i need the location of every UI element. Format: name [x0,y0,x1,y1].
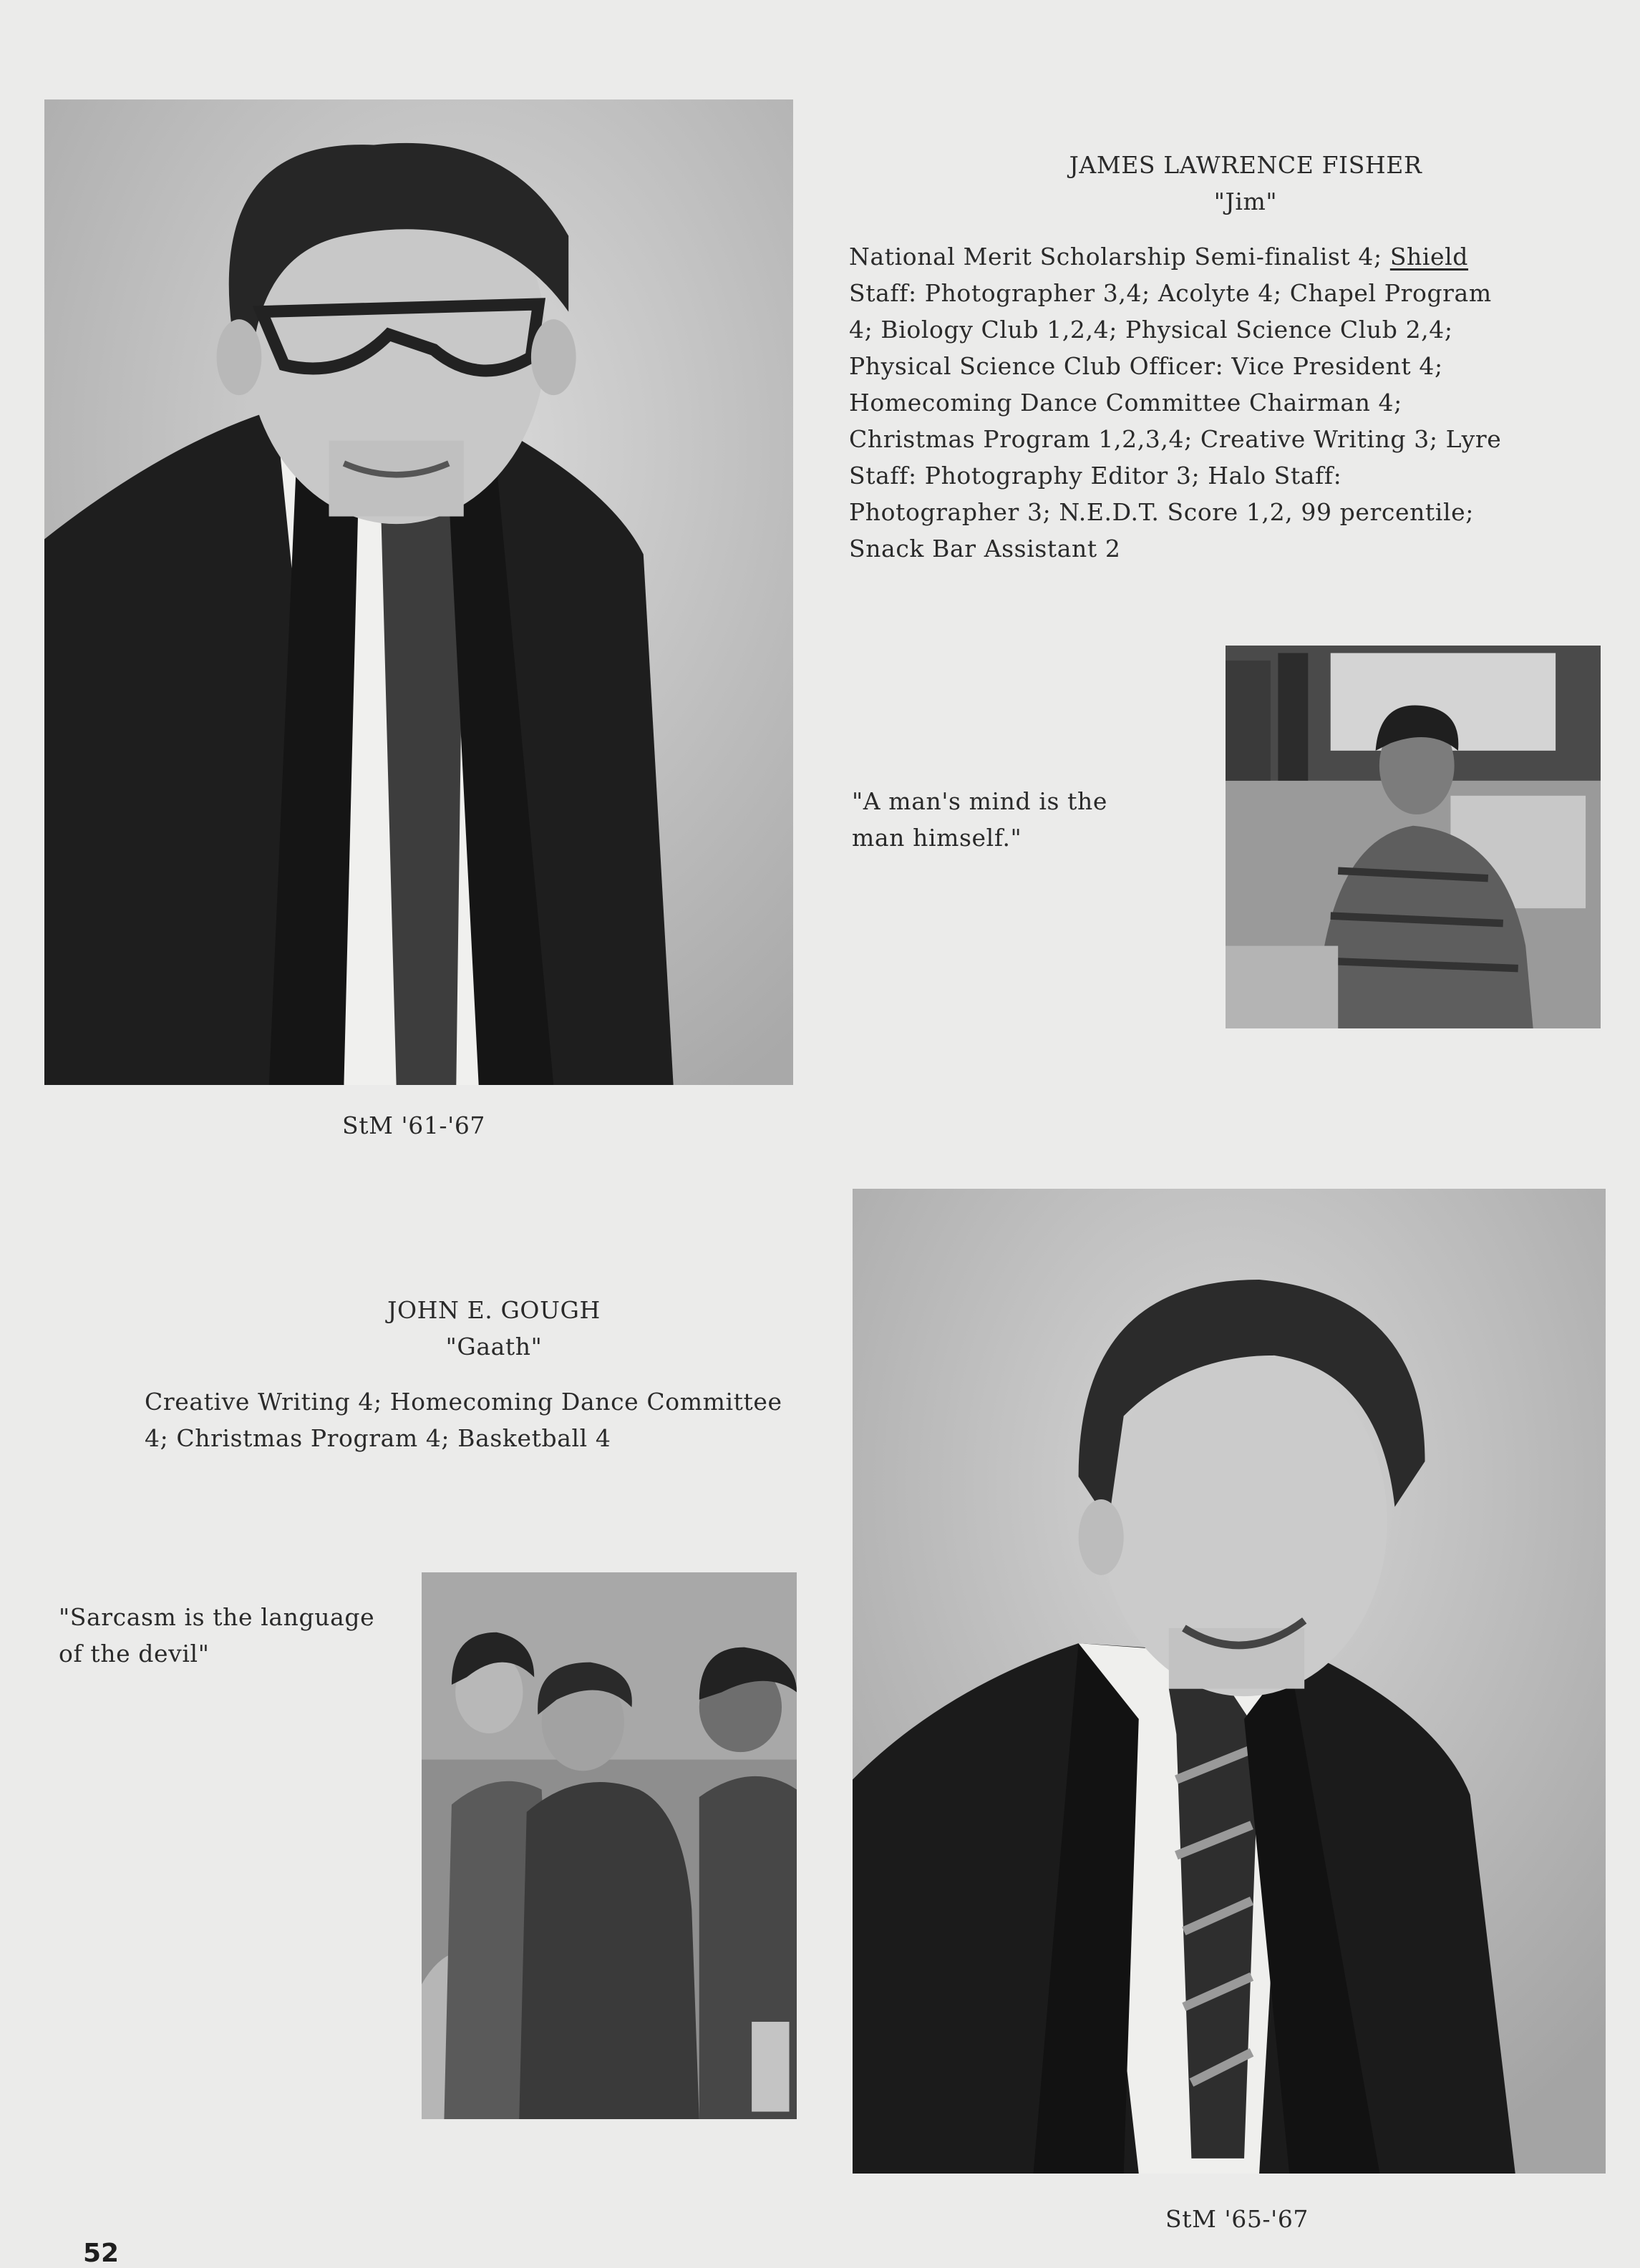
fisher-name: JAMES LAWRENCE FISHER [1069,151,1422,179]
gough-activities: Creative Writing 4; Homecoming Dance Committee 4; Christmas Program 4; Basketball 4 [145,1388,782,1452]
gough-portrait-photo [853,1189,1606,2174]
fisher-portrait-photo [44,99,793,1085]
gough-quote: "Sarcasm is the language of the devil" [59,1603,375,1668]
gough-attendance: StM '65-'67 [1165,2205,1309,2233]
gough-candid-photo [422,1572,797,2119]
fisher-candid-photo [1226,646,1601,1028]
fisher-nickname: "Jim" [1213,188,1278,215]
fisher-attendance: StM '61-'67 [342,1111,486,1139]
gough-name: JOHN E. GOUGH [387,1296,601,1324]
fisher-activities-start: National Merit Scholarship Semi-finalist 4; [849,243,1390,271]
fisher-activities [849,238,1508,567]
page-number: 52 [83,2239,120,2268]
fisher-quote: "A man's mind is the man himself." [852,787,1107,852]
gough-nickname: "Gaath" [445,1333,543,1361]
fisher-activities-rest: Staff: Photographer 3,4; Acolyte 4; Chapel Program 4; Biology Club 1,2,4; Physical Science Club 2,4; Physical Science Club Officer: Vice President 4; Homecoming Dance Committee Chairman 4; Christmas Program 1,2,3,4; Creative Writing 3; Lyre Staff: Photography Editor 3; Halo Staff: Photographer 3; N.E.D.T. Score 1,2, 99 percentile; Snack Bar Assistant 2 [849,279,1502,563]
shield-publication-title: Shield [1389,243,1469,271]
